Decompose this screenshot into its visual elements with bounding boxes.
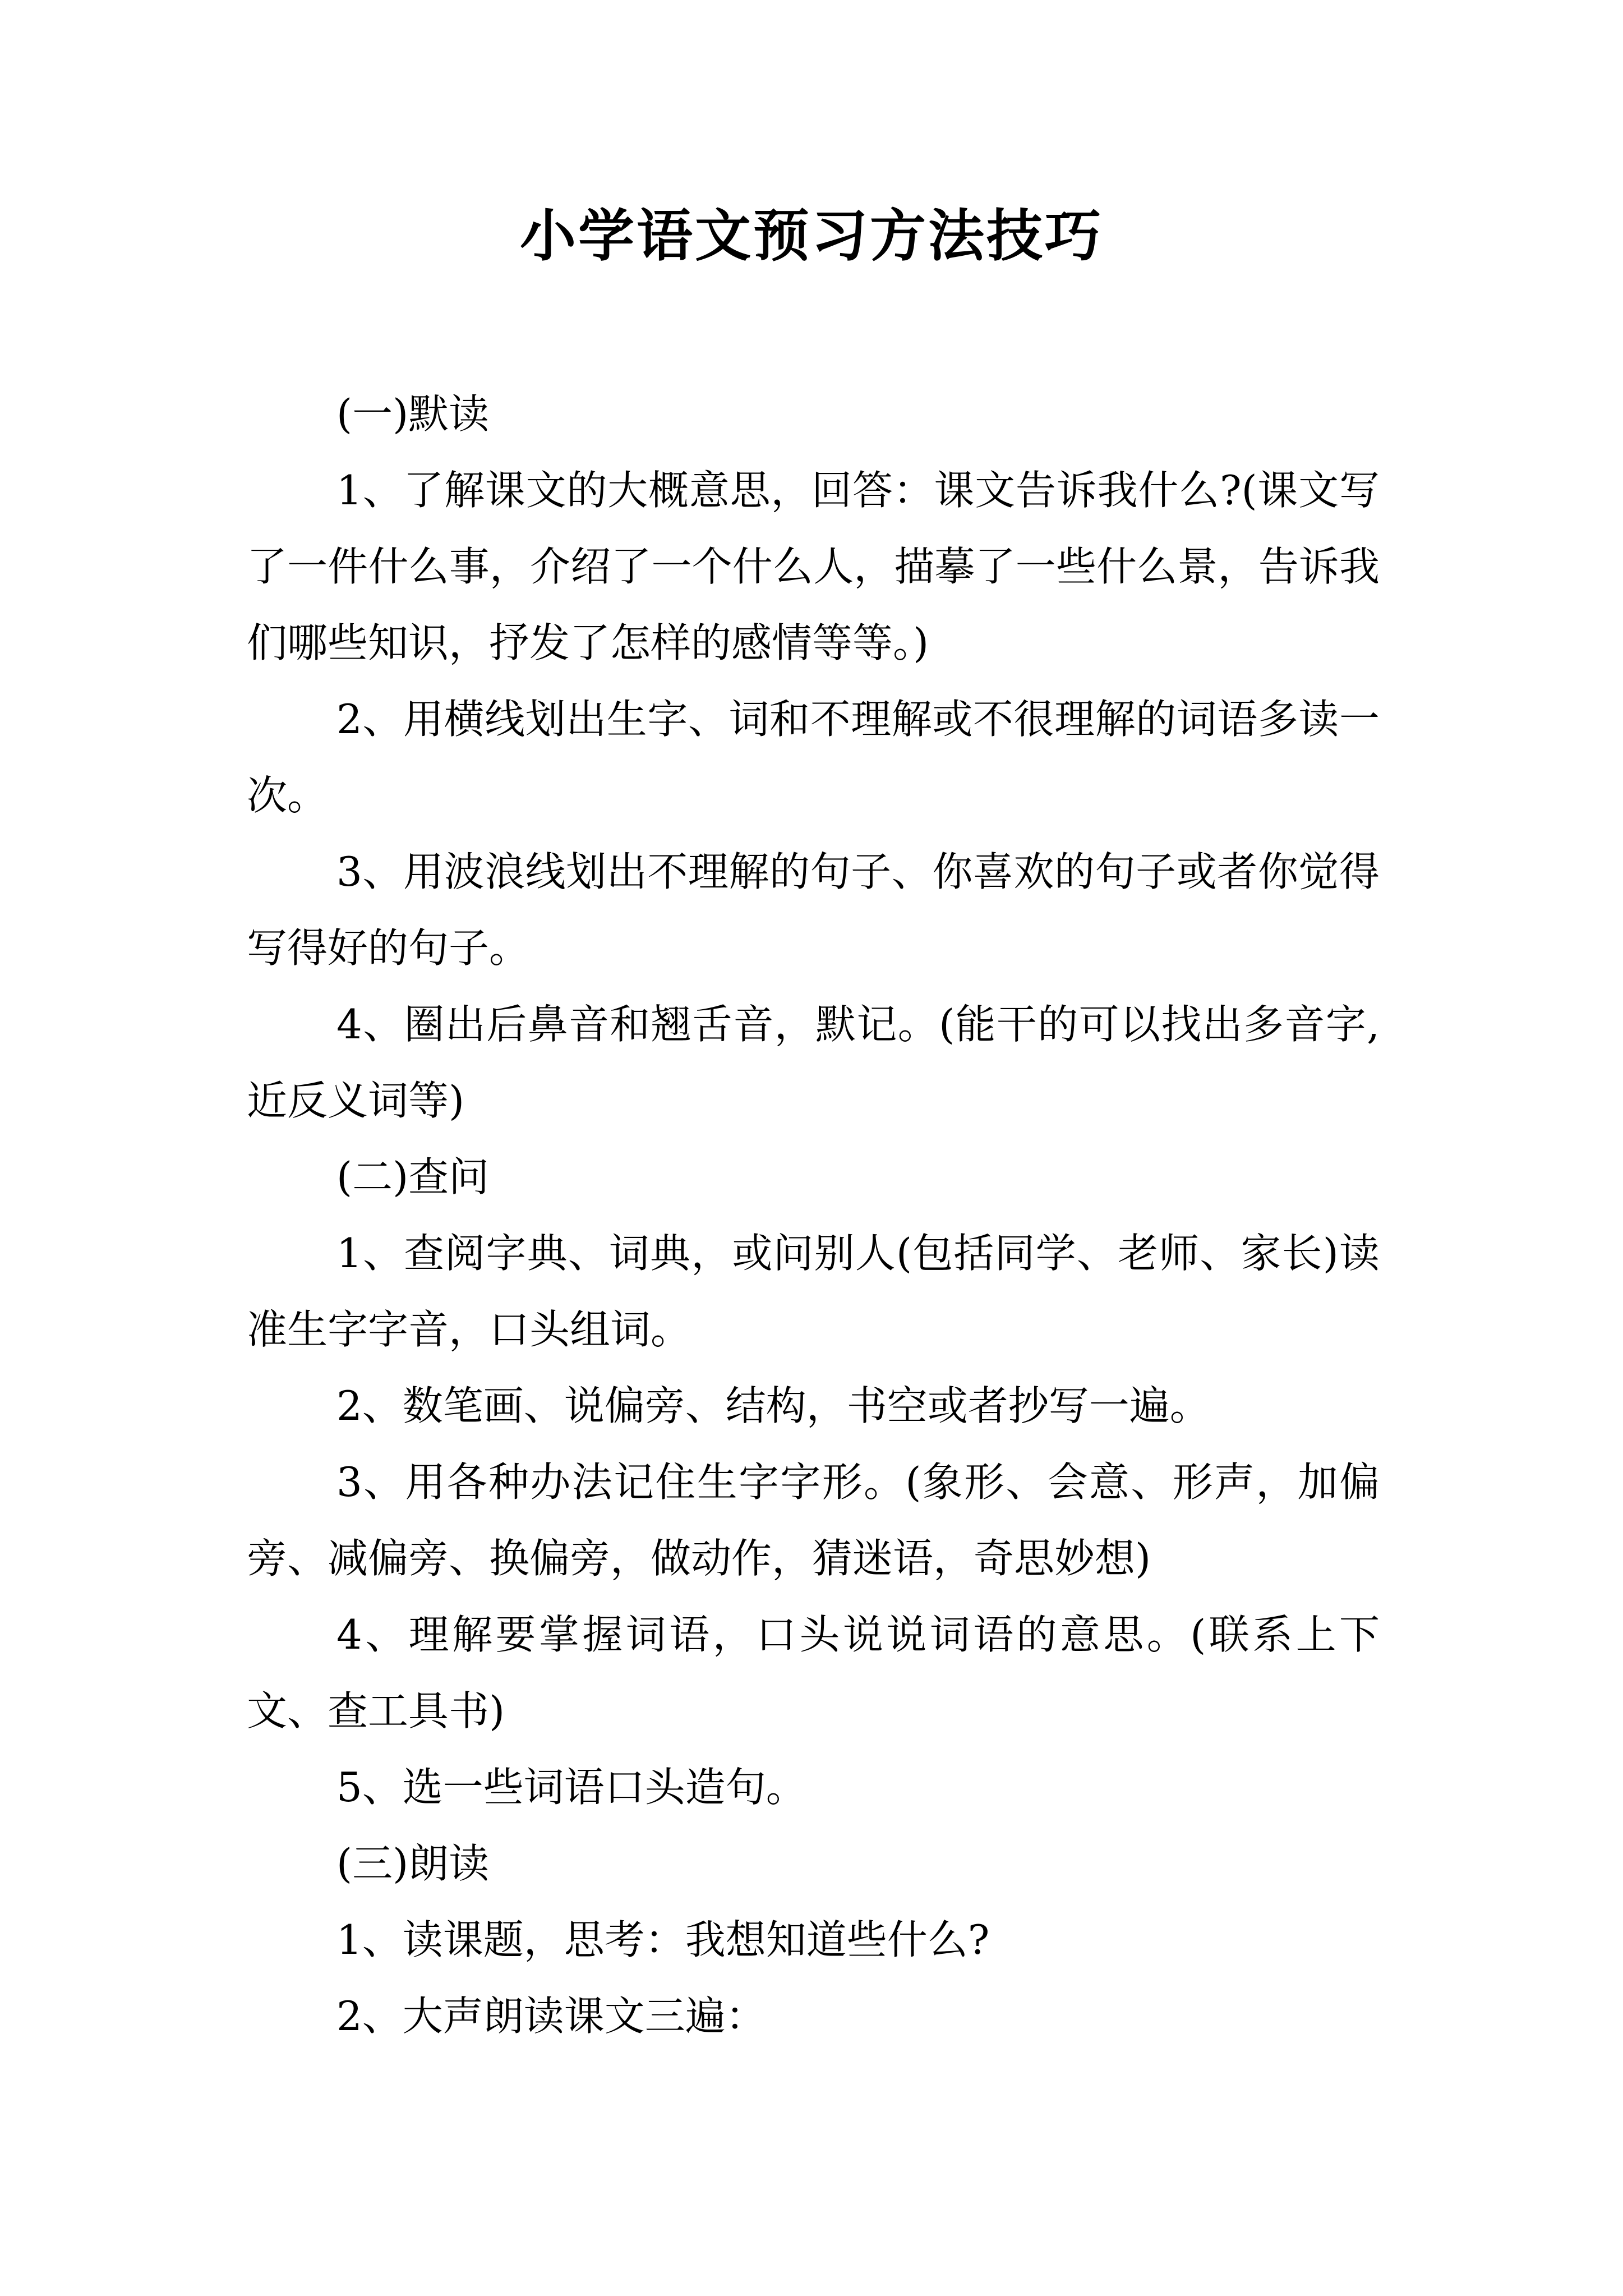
section-heading-reading-aloud: (三)朗读 — [336, 1840, 490, 1887]
paragraph: 4、理解要掌握词语，口头说说词语的意思。(联系上下文、查工具书) — [247, 1611, 1380, 1734]
section-heading-silent-reading: (一)默读 — [336, 390, 490, 438]
paragraph: 1、读课题，思考：我想知道些什么? — [336, 1916, 990, 1963]
paragraph: 5、选一些词语口头造句。 — [336, 1764, 806, 1811]
paragraph: 4、圈出后鼻音和翘舌音，默记。(能干的可以找出多音字,近反义词等) — [247, 1001, 1380, 1124]
paragraph: 3、用各种办法记住生字字形。(象形、会意、形声，加偏旁、减偏旁、换偏旁，做动作，猜迷语，奇思妙想) — [247, 1458, 1380, 1582]
page-title: 小学语文预习方法技巧 — [520, 203, 1103, 269]
paragraph: 1、了解课文的大概意思，回答：课文告诉我什么?(课文写了一件什么事，介绍了一个什么人，描摹了一些什么景，告诉我们哪些知识，抒发了怎样的感情等等。) — [247, 467, 1380, 666]
section-heading-inquiry: (二)查问 — [336, 1153, 490, 1200]
paragraph: 2、用横线划出生字、词和不理解或不很理解的词语多读一次。 — [247, 696, 1380, 819]
paragraph: 3、用波浪线划出不理解的句子、你喜欢的句子或者你觉得写得好的句子。 — [247, 848, 1380, 972]
paragraph: 1、查阅字典、词典，或问别人(包括同学、老师、家长)读准生字字音，口头组词。 — [247, 1230, 1380, 1353]
paragraph: 2、数笔画、说偏旁、结构，书空或者抄写一遍。 — [336, 1382, 1210, 1429]
document-body — [247, 376, 1380, 2054]
paragraph: 2、大声朗读课文三遍： — [336, 1993, 766, 2040]
